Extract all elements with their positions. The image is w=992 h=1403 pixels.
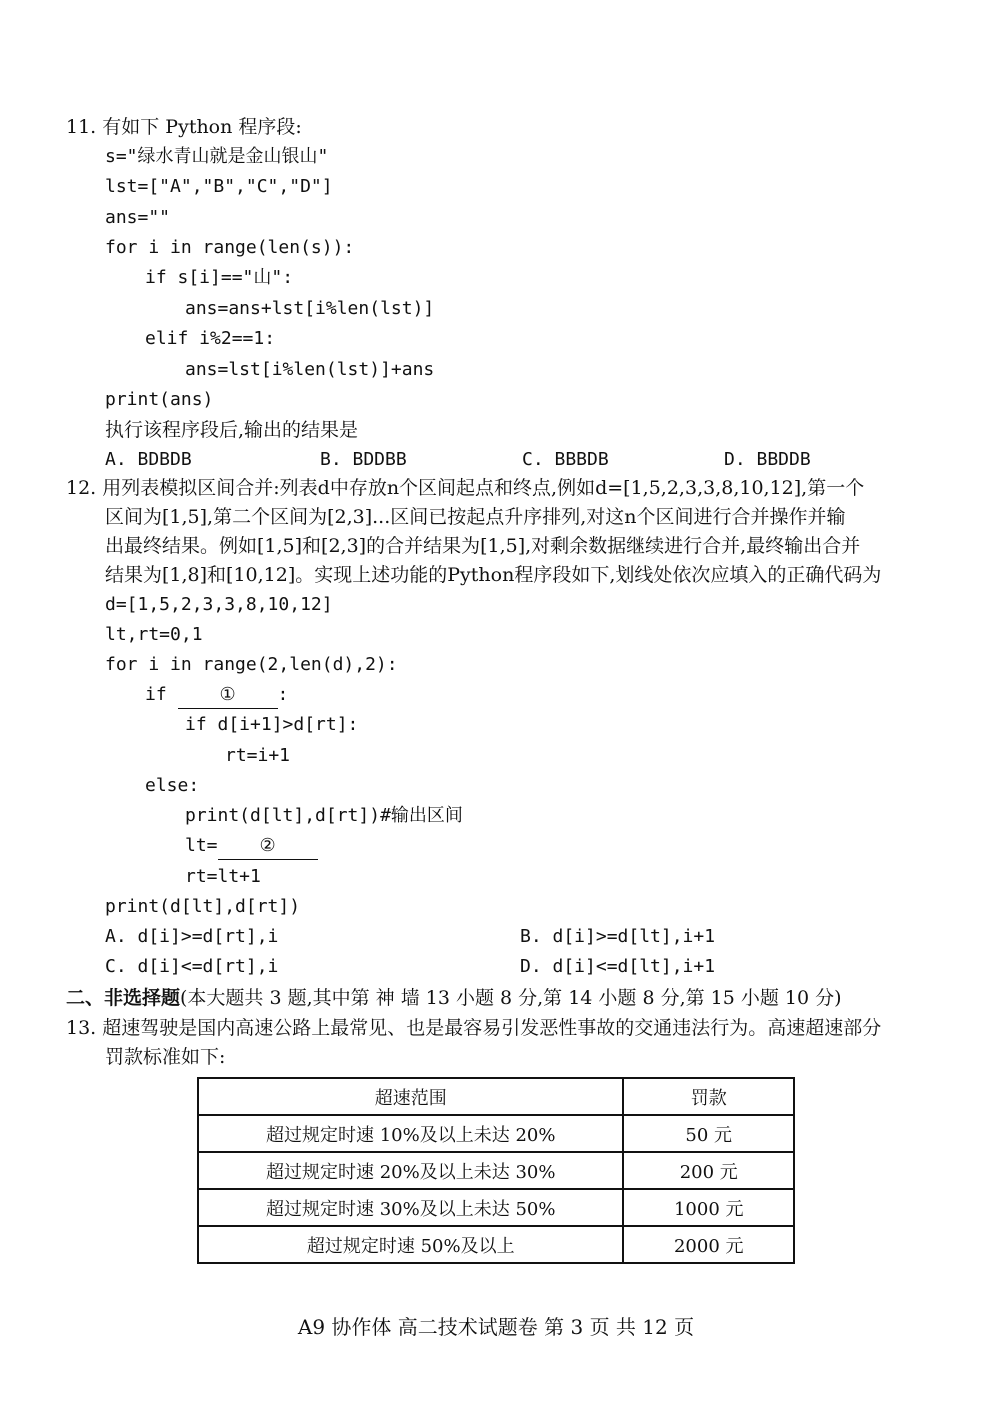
q12-option-a: A. d[i]>=d[rt],i xyxy=(105,926,279,947)
table-row xyxy=(198,1115,794,1152)
q12-option-c: C. d[i]<=d[rt],i xyxy=(105,956,279,977)
q11-code-line: if s[i]=="山": xyxy=(145,267,294,288)
q12-code-line: else: xyxy=(145,775,200,796)
table-header-row xyxy=(198,1078,794,1115)
q12-stem-line: 出最终结果。例如[1,5]和[2,3]的合并结果为[1,5],对剩余数据继续进行合并,最终输出合并 xyxy=(105,535,861,557)
table-row xyxy=(198,1152,794,1189)
table-cell: 超过规定时速 20%及以上未达 30% xyxy=(198,1152,623,1189)
q11-option-b: B. BDDBB xyxy=(320,449,407,470)
q12-code-line: if d[i+1]>d[rt]: xyxy=(185,714,359,735)
blank-1: ① xyxy=(178,682,278,709)
table-cell: 1000 元 xyxy=(623,1189,794,1226)
q12-option-d: D. d[i]<=d[lt],i+1 xyxy=(520,956,716,977)
q11-code-line: ans="" xyxy=(105,207,171,228)
table-cell: 超过规定时速 10%及以上未达 20% xyxy=(198,1115,623,1152)
q12-code-line: print(d[lt],d[rt]) xyxy=(105,896,301,917)
q12-stem-line: 区间为[1,5],第二个区间为[2,3]...区间已按起点升序排列,对这n个区间进行合并操作并输 xyxy=(105,506,846,528)
q11-code-line: for i in range(len(s)): xyxy=(105,237,355,258)
q12-option-b: B. d[i]>=d[lt],i+1 xyxy=(520,926,716,947)
table-cell: 200 元 xyxy=(623,1152,794,1189)
section-title: 二、非选择题 xyxy=(66,987,181,1009)
table-cell: 超过规定时速 30%及以上未达 50% xyxy=(198,1189,623,1226)
q12-code-line xyxy=(185,833,318,860)
q13-stem-line: 13. 超速驾驶是国内高速公路上最常见、也是最容易引发恶性事故的交通违法行为。高速超速部分 xyxy=(66,1017,882,1039)
q12-code-line: print(d[lt],d[rt])#输出区间 xyxy=(185,805,463,826)
fine-table xyxy=(197,1077,795,1264)
q11-stem: 11. 有如下 Python 程序段: xyxy=(66,116,302,138)
q11-code-line: s="绿水青山就是金山银山" xyxy=(105,146,329,167)
table-header: 超速范围 xyxy=(198,1078,623,1115)
q12-code-line xyxy=(145,682,288,709)
q12-code-line: d=[1,5,2,3,3,8,10,12] xyxy=(105,594,333,615)
q12-code-line: rt=lt+1 xyxy=(185,866,261,887)
table-cell: 2000 元 xyxy=(623,1226,794,1263)
table-row xyxy=(198,1226,794,1263)
q13-stem-line: 罚款标准如下: xyxy=(105,1046,226,1068)
table-header: 罚款 xyxy=(623,1078,794,1115)
code-text: if xyxy=(145,684,178,705)
q11-option-a: A. BDBDB xyxy=(105,449,192,470)
q12-code-line: rt=i+1 xyxy=(225,745,291,766)
table-cell: 超过规定时速 50%及以上 xyxy=(198,1226,623,1263)
q11-code-line: ans=ans+lst[i%len(lst)] xyxy=(185,298,435,319)
q11-option-c: C. BBBDB xyxy=(522,449,609,470)
code-text: : xyxy=(277,684,289,705)
q12-code-line: lt,rt=0,1 xyxy=(105,624,203,645)
table-row xyxy=(198,1189,794,1226)
q11-question: 执行该程序段后,输出的结果是 xyxy=(105,419,359,441)
q12-stem-line: 12. 用列表模拟区间合并:列表d中存放n个区间起点和终点,例如d=[1,5,2,3,3,8,10,12],第一个 xyxy=(66,477,865,499)
section-heading xyxy=(66,985,842,1011)
q11-code-line: print(ans) xyxy=(105,389,214,410)
blank-2: ② xyxy=(218,833,318,860)
q11-code-line: elif i%2==1: xyxy=(145,328,276,349)
section-note: (本大题共 3 题,其中第 神 墙 13 小题 8 分,第 14 小题 8 分,第 15 小题 10 分) xyxy=(180,987,842,1009)
code-text: lt= xyxy=(185,835,218,856)
q12-code-line: for i in range(2,len(d),2): xyxy=(105,654,398,675)
q11-code-line: ans=lst[i%len(lst)]+ans xyxy=(185,359,435,380)
page-footer: A9 协作体 高二技术试题卷 第 3 页 共 12 页 xyxy=(297,1315,695,1339)
table-cell: 50 元 xyxy=(623,1115,794,1152)
q11-code-line: lst=["A","B","C","D"] xyxy=(105,176,333,197)
q11-option-d: D. BBDDB xyxy=(724,449,811,470)
q12-stem-line: 结果为[1,8]和[10,12]。实现上述功能的Python程序段如下,划线处依次应填入的正确代码为 xyxy=(105,564,882,586)
